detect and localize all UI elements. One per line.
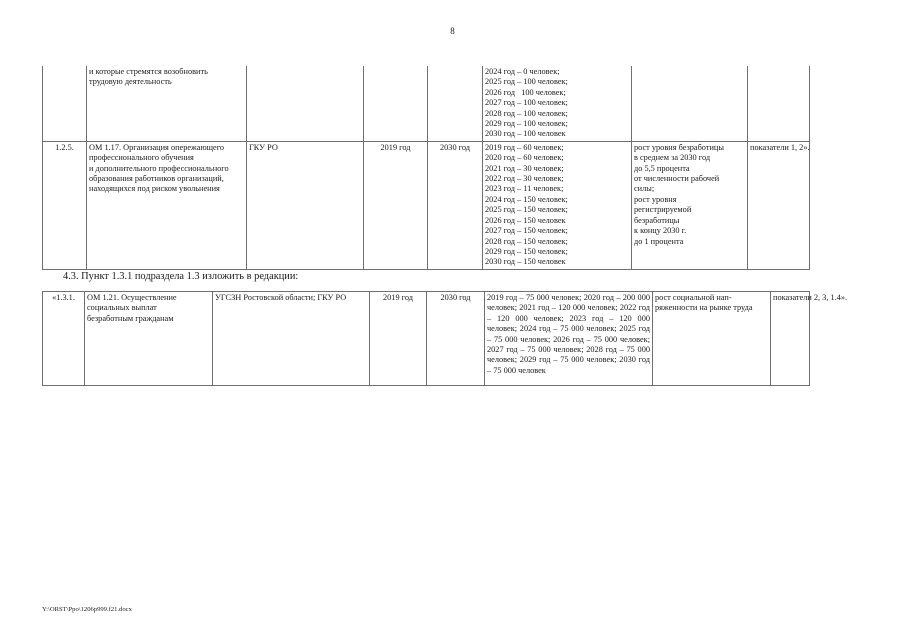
value-line: 2025 год – 150 человек; <box>485 205 568 215</box>
start-year-cell: 2019 год <box>364 141 428 269</box>
indicators-cell: показатели 1, 2». <box>748 141 810 269</box>
file-path-footer: Y:\ORST\Ppo\1206p999.f21.docx <box>42 606 132 613</box>
value-line: 2022 год – 30 человек; <box>485 174 564 184</box>
section-heading: 4.3. Пункт 1.3.1 подраздела 1.3 изложить в редакции: <box>63 271 299 282</box>
table-row <box>43 141 810 269</box>
event-cell <box>85 292 213 386</box>
value-line: 2020 год – 60 человек; <box>485 153 564 163</box>
row-number-cell <box>43 66 87 141</box>
result-line: ряженности на рынке труда <box>655 303 753 313</box>
result-cell <box>632 66 748 141</box>
start-year-cell: 2019 год <box>370 292 427 386</box>
indicators-cell: показатели 2, 3, 1.4». <box>771 292 810 386</box>
end-year-cell: 2030 год <box>428 141 483 269</box>
result-line: до 5,5 процента <box>634 163 690 173</box>
value-line: 2026 год 100 человек; <box>485 87 566 97</box>
result-line: рост уровня <box>634 194 677 204</box>
values-cell <box>483 141 632 269</box>
executor-cell <box>247 66 364 141</box>
values-cell <box>483 66 632 141</box>
end-year-cell <box>428 66 483 141</box>
event-cell <box>87 66 247 141</box>
result-cell <box>632 141 748 269</box>
row-number-cell: «1.3.1. <box>43 292 85 386</box>
value-line: 2030 год – 100 человек <box>485 129 566 139</box>
value-line: 2021 год – 30 человек; <box>485 163 564 173</box>
table-row <box>43 292 810 386</box>
result-line: безработицы <box>634 215 680 225</box>
executor-cell: ГКУ РО <box>247 141 364 269</box>
value-line: 2024 год – 150 человек; <box>485 194 568 204</box>
value-line: 2027 год – 100 человек; <box>485 98 568 108</box>
event-line: профессионального обучения <box>89 153 194 163</box>
amendment-table-2 <box>42 291 848 386</box>
event-line: ОМ 1.21. Осуществление <box>87 293 177 302</box>
result-line: к концу 2030 г. <box>634 226 687 236</box>
event-line: и которые стремятся возобновить <box>89 67 208 76</box>
value-line: 2023 год – 11 человек; <box>485 184 564 194</box>
row-number-cell: 1.2.5. <box>43 141 87 269</box>
value-line: 2019 год – 60 человек; <box>485 142 564 152</box>
result-line: рост уровня безработицы <box>634 142 724 152</box>
value-line: 2025 год – 100 человек; <box>485 77 568 87</box>
result-line: до 1 процента <box>634 236 684 246</box>
value-line: 2027 год – 150 человек; <box>485 226 568 236</box>
start-year-cell <box>364 66 428 141</box>
value-line: 2028 год – 100 человек; <box>485 108 568 118</box>
value-line: 2029 год – 100 человек; <box>485 119 568 129</box>
executor-cell: УГСЗН Ростовской области; ГКУ РО <box>213 292 370 386</box>
value-line: 2030 год – 150 человек <box>485 257 566 267</box>
event-line: трудовую деятельность <box>89 77 172 87</box>
indicators-cell <box>748 66 810 141</box>
end-year-cell: 2030 год <box>427 292 485 386</box>
values-cell: 2019 год – 75 000 человек; 2020 год – 200 000 человек; 2021 год – 120 000 человек; 2022 год – 120 000 человек; 2023 год – 120 000 человек; 2024 год – 75 000 человек; 2025 год – 75 000 человек; 2026 год – 75 000 человек; 2027 год – 75 000 человек; 2028 год – 75 000 человек; 2029 год – 75 000 человек; 2030 год – 75 000 человек <box>485 292 653 386</box>
event-line: ОМ 1.17. Организация опережающего <box>89 142 225 152</box>
event-line: социальных выплат <box>87 303 157 313</box>
table-row <box>43 66 810 141</box>
result-line: регистрируемой <box>634 205 692 215</box>
event-cell <box>87 141 247 269</box>
value-line: 2028 год – 150 человек; <box>485 236 568 246</box>
value-line: 2029 год – 150 человек; <box>485 246 568 256</box>
value-line: 2024 год – 0 человек; <box>485 67 560 76</box>
result-line: от численности рабочей <box>634 174 720 184</box>
page-number: 8 <box>450 26 455 36</box>
amendment-table-1 <box>42 66 810 270</box>
event-line: и дополнительного профессионального <box>89 163 229 173</box>
result-line: силы; <box>634 184 655 194</box>
result-cell <box>653 292 771 386</box>
value-line: 2026 год – 150 человек <box>485 215 566 225</box>
event-line: находящихся под риском увольнения <box>89 184 220 194</box>
event-line: образования работников организаций, <box>89 174 224 184</box>
event-line: безработным гражданам <box>87 313 174 323</box>
result-line: в среднем за 2030 год <box>634 153 711 163</box>
result-line: рост социальной нап- <box>655 293 732 302</box>
